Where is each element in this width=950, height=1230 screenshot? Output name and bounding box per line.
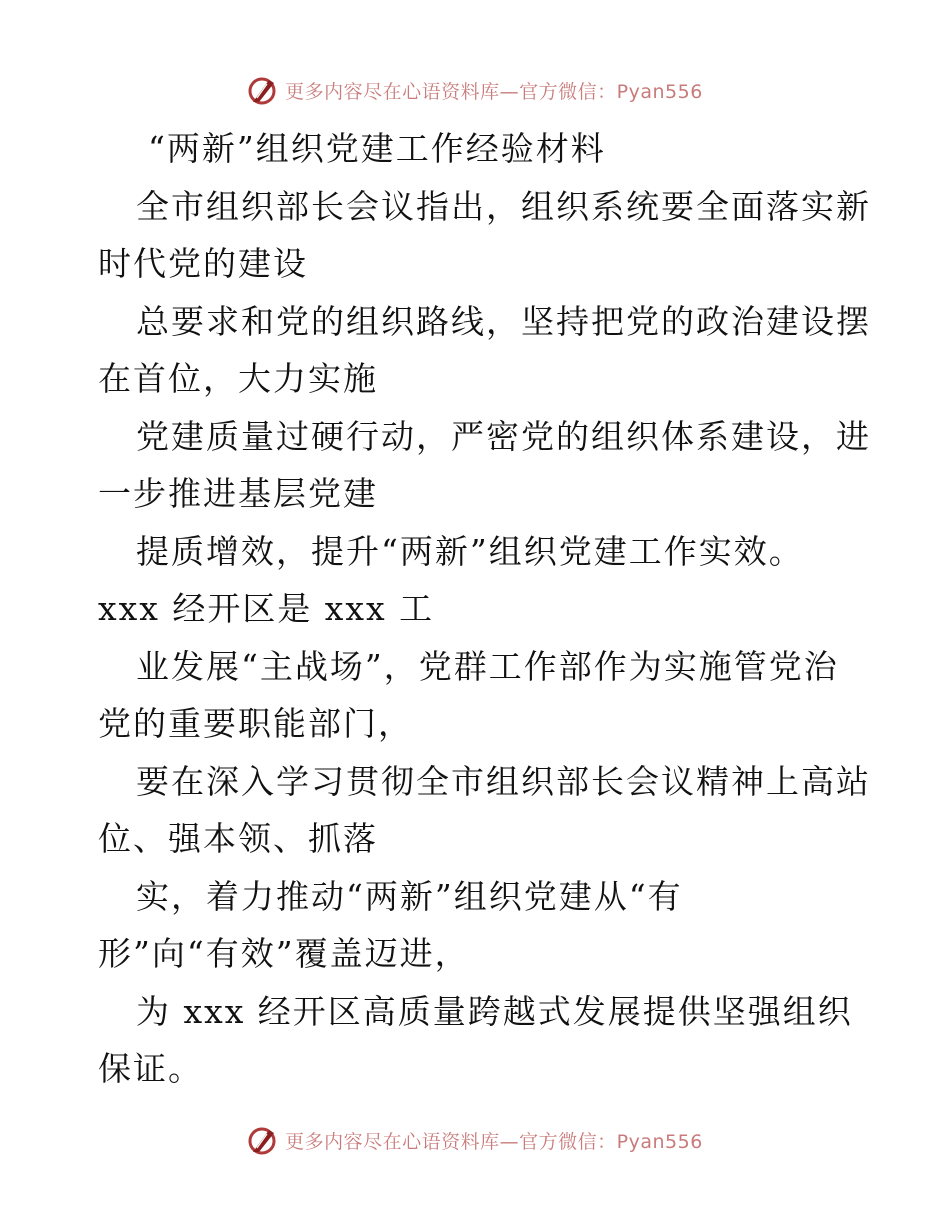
paragraph-line: 时代党的建设 xyxy=(98,244,308,283)
quill-pen-logo-icon xyxy=(247,1124,279,1156)
footer-banner xyxy=(0,1120,950,1160)
quill-pen-logo-icon xyxy=(247,74,279,106)
paragraph-line: 党的重要职能部门， xyxy=(98,704,413,743)
footer-banner-text: 更多内容尽在心语资料库—官方微信：Pyan556 xyxy=(285,1130,703,1153)
document-body xyxy=(98,120,871,1098)
paragraph-line: 要在深入学习贯彻全市组织部长会议精神上高站 xyxy=(136,761,871,801)
document-title: “两新”组织党建工作经验材料 xyxy=(148,129,606,168)
paragraph-line: 业发展“主战场”，党群工作部作为实施管党治 xyxy=(136,646,839,686)
paragraph-line: 实，着力推动“两新”组织党建从“有 xyxy=(136,876,683,916)
paragraph-line: 党建质量过硬行动，严密党的组织体系建设，进 xyxy=(136,416,871,456)
paragraph-line: 位、强本领、抓落 xyxy=(98,819,378,858)
header-banner xyxy=(0,70,950,110)
paragraph-line: 保证。 xyxy=(98,1049,203,1088)
paragraph-line: 总要求和党的组织路线，坚持把党的政治建设摆 xyxy=(136,301,871,341)
paragraph-line: 提质增效，提升“两新”组织党建工作实效。 xyxy=(136,531,804,571)
paragraph-line: 一步推进基层党建 xyxy=(98,474,378,513)
paragraph-line: 全市组织部长会议指出，组织系统要全面落实新 xyxy=(136,186,871,226)
paragraph-line: 形”向“有效”覆盖迈进， xyxy=(98,934,470,973)
paragraph-line: 为 xxx 经开区高质量跨越式发展提供坚强组织 xyxy=(136,991,853,1031)
paragraph-line: xxx 经开区是 xxx 工 xyxy=(98,589,435,628)
header-banner-text: 更多内容尽在心语资料库—官方微信：Pyan556 xyxy=(285,80,703,103)
paragraph-line: 在首位，大力实施 xyxy=(98,359,378,398)
